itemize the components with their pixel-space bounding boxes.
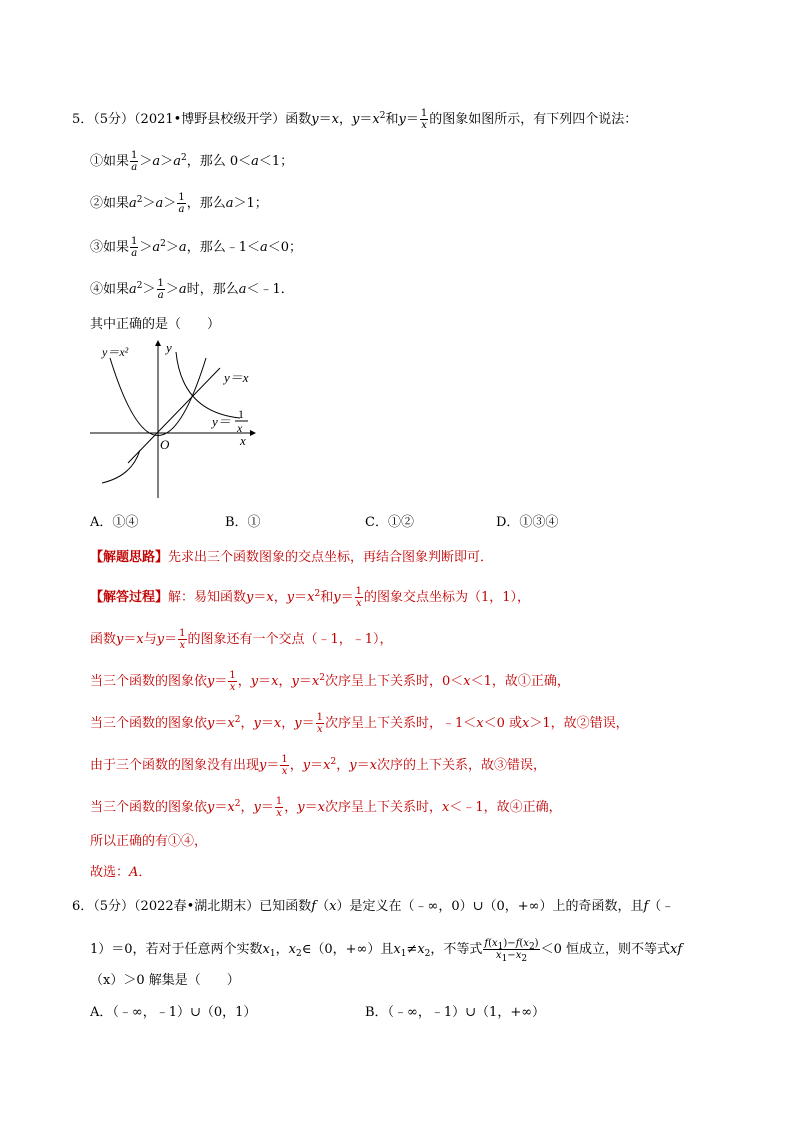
solution-process: 【解答过程】解：易知函数y＝x，$y=x^2$和y＝ $\frac{1}{x}$ 的图象交点坐标为（1，1）， bbox=[90, 586, 531, 609]
origin-label: O bbox=[160, 437, 170, 452]
solution-line-5: 由于三个函数的图象没有出现y＝ $\frac{1}{x}$ ，$y=x^2$，y＝x次序的上下关系，故③错误， bbox=[90, 754, 547, 777]
q5-option-b: B．① bbox=[225, 515, 261, 530]
solution-line-3: 当三个函数的图象依y＝ $\frac{1}{x}$ ，y＝x，$y=x^2$次序呈上下关系时，0＜x＜1，故①正确， bbox=[90, 670, 570, 693]
q6-line-3: （x）＞0 解集是（ ） bbox=[90, 973, 240, 988]
q5-prompt: 其中正确的是（ ） bbox=[90, 317, 221, 332]
label-y-1x: y＝ bbox=[212, 414, 231, 429]
solution-line-7: 所以正确的有①④， bbox=[90, 834, 208, 849]
q6-heading: 6．（5分）（2022春•湖北期末）已知函数f（x）是定义在（﹣∞，0）∪（0，+∞）上的奇函数，且f（﹣ bbox=[72, 899, 675, 914]
solution-line-4: 当三个函数的图象依$y=x^2$，y＝x，y＝ $\frac{1}{x}$ 次序呈上下关系时，﹣1＜x＜0 或x＞1，故②错误， bbox=[90, 712, 629, 735]
y-axis-label: y bbox=[166, 340, 172, 355]
label-y-1x-num: 1 bbox=[238, 407, 244, 421]
y-axis-arrow bbox=[155, 340, 161, 346]
q6-line-2: 1）＝0，若对于任意两个实数$x_1$，$x_2\in(0$，+∞）且$x_1\ne x_2$，不等式 $\frac{f(x_1)-f(x_2)}{x_1-x_2}$ ＜0 恒成立，则不等式xf bbox=[90, 938, 683, 964]
q5-statement-3: ③如果 $\frac{1}{a}$ $>a^2>a$，那么﹣1＜a＜0； bbox=[90, 236, 303, 259]
label-y-1x-den: x bbox=[237, 421, 243, 435]
q5-option-c: C．①② bbox=[365, 515, 414, 530]
idea-tag: 【解题思路】 bbox=[90, 550, 169, 565]
curve-y-1x-right bbox=[176, 352, 240, 418]
q5-statement-1: ①如果 $\frac{1}{a}$ $>a>a^2$，那么 0＜a＜1； bbox=[90, 150, 294, 173]
line-y-x bbox=[128, 368, 220, 463]
x-axis-arrow bbox=[250, 430, 256, 436]
q6-option-a: A．（﹣∞，﹣1）∪（0，1） bbox=[90, 1005, 257, 1020]
function-graph bbox=[90, 338, 260, 503]
solution-line-6: 当三个函数的图象依$y=x^2$，y＝ $\frac{1}{x}$ ，y＝x次序呈上下关系时，x＜﹣1，故④正确， bbox=[90, 796, 562, 819]
q6-option-b: B．（﹣∞，﹣1）∪（1，+∞） bbox=[365, 1005, 546, 1020]
q5-heading: 5．（5分）（2021•博野县校级开学）函数y＝x，$y=x^2$和y＝ $\frac{1}{x}$ 的图象如图所示，有下列四个说法： bbox=[72, 108, 638, 131]
q5-statement-2: ②如果$a^2>a>$ $\frac{1}{a}$ ，那么a＞1； bbox=[90, 192, 268, 215]
solution-answer: 故选：A． bbox=[90, 865, 152, 880]
solution-idea: 【解题思路】先求出三个函数图象的交点坐标，再结合图象判断即可． bbox=[90, 550, 494, 565]
x-axis-label: x bbox=[240, 433, 246, 448]
q5-option-a: A．①④ bbox=[90, 515, 139, 530]
q5-option-d: D．①③④ bbox=[496, 515, 559, 530]
curve-y-1x-left bbox=[102, 450, 140, 483]
label-y-x: y＝x bbox=[224, 370, 249, 385]
label-y-x2: y＝x² bbox=[102, 345, 129, 359]
solution-line-2: 函数y＝x与y＝ $\frac{1}{x}$ 的图象还有一个交点（﹣1，﹣1）， bbox=[90, 628, 393, 651]
q5-statement-4: ④如果$a^2>$ $\frac{1}{a}$ ＞a时，那么a＜﹣1． bbox=[90, 278, 294, 301]
